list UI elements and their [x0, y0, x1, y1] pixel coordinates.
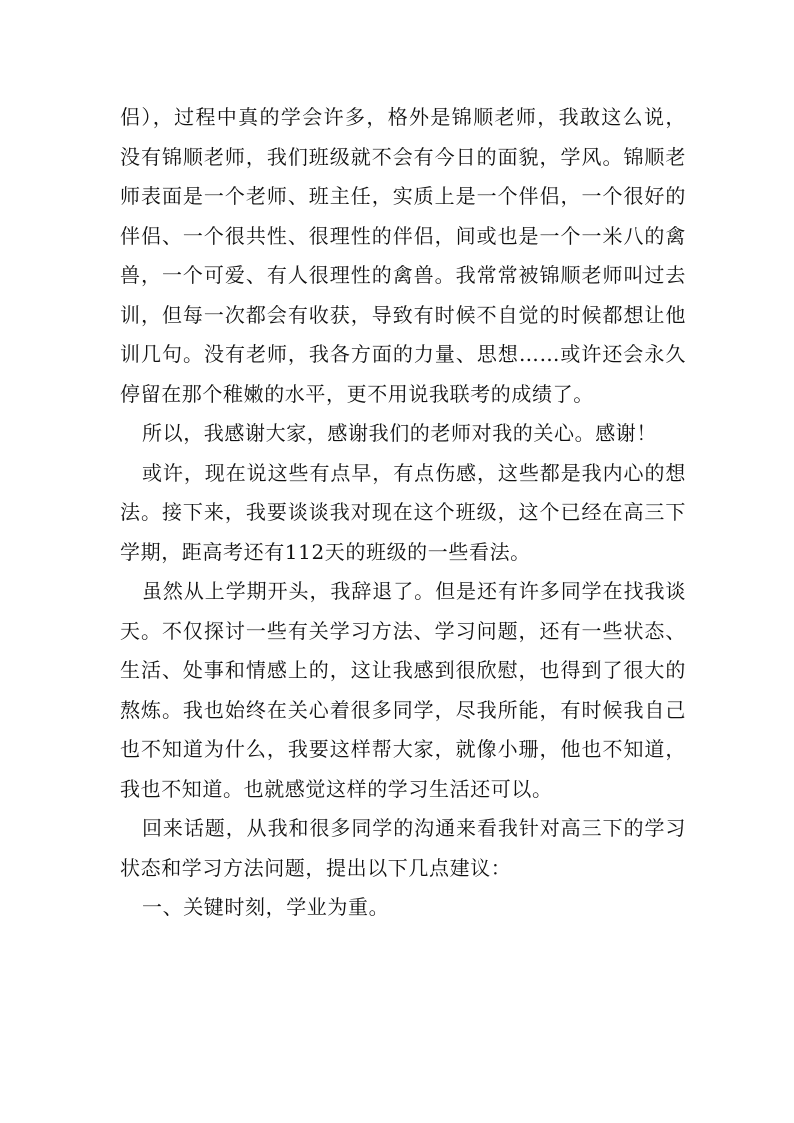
paragraph-suggestions-intro: 回来话题，从我和很多同学的沟通来看我针对高三下的学习状态和学习方法问题，提出以下几点建议： — [120, 816, 686, 880]
paragraph-point-one: 一、关键时刻，学业为重。 — [142, 895, 390, 919]
paragraph-class-view: 或许，现在说这些有点早，有点伤感，这些都是我内心的想法。接下来，我要谈谈我对现在这个班级，这个已经在高三下学期，距高考还有112天的班级的一些看法。 — [120, 460, 686, 564]
document-body — [120, 98, 686, 928]
paragraph-teacher-praise: 侣），过程中真的学会许多，格外是锦顺老师，我敢这么说，没有锦顺老师，我们班级就不会有今日的面貌，学风。锦顺老师表面是一个老师、班主任，实质上是一个伴侣，一个很好的伴侣、一个很共性、很理性的伴侣，间或也是一个一米八的禽兽，一个可爱、有人很理性的禽兽。我常常被锦顺老师叫过去训，但每一次都会有收获，导致有时候不自觉的时候都想让他训几句。没有老师，我各方面的力量、思想……或许还会永久停留在那个稚嫩的水平，更不用说我联考的成绩了。 — [120, 105, 686, 406]
paragraph-thanks: 所以，我感谢大家，感谢我们的老师对我的关心。感谢！ — [142, 421, 657, 445]
paragraph-classmates: 虽然从上学期开头，我辞退了。但是还有许多同学在找我谈天。不仅探讨一些有关学习方法、学习问题，还有一些状态、生活、处事和情感上的，这让我感到很欣慰，也得到了很大的熬炼。我也始终在关心着很多同学，尽我所能，有时候我自己也不知道为什么，我要这样帮大家，就像小珊，他也不知道，我也不知道。也就感觉这样的学习生活还可以。 — [120, 579, 686, 801]
